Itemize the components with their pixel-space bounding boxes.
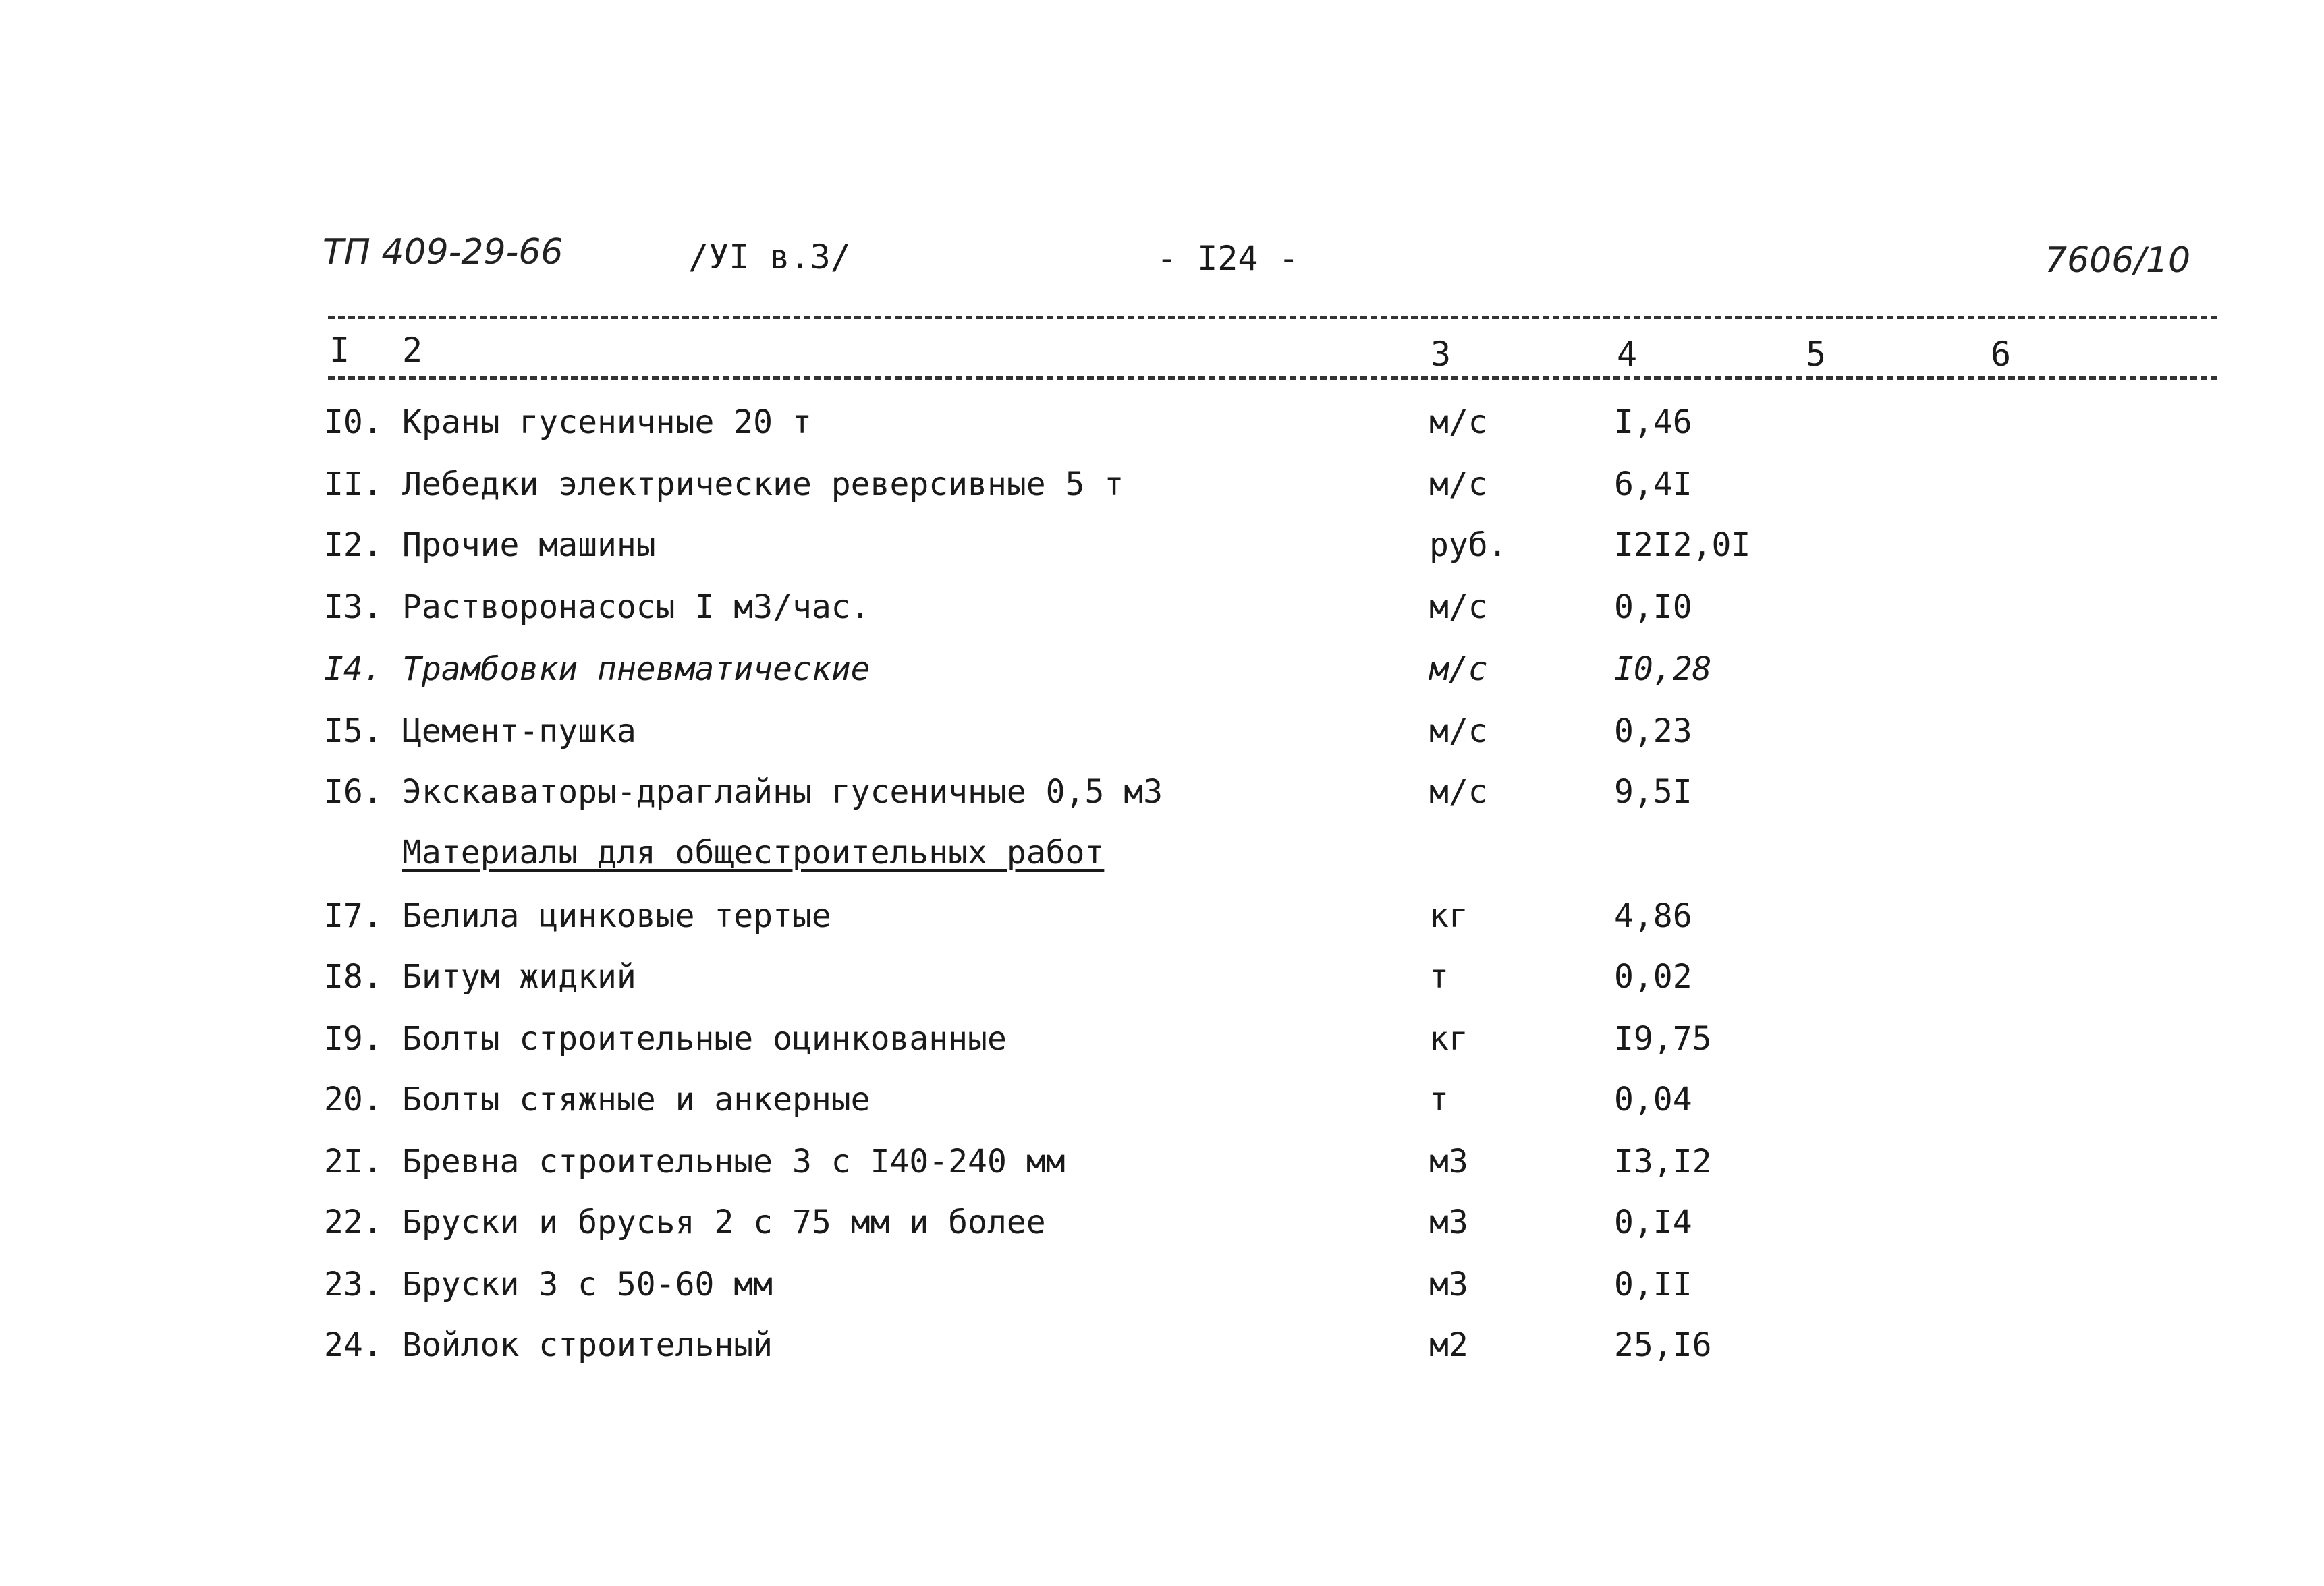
row-number: I7. xyxy=(324,897,383,935)
sheet-code: 7606/10 xyxy=(2045,240,2191,281)
table-row xyxy=(0,1203,2324,1267)
doc-code: ТП 409-29-66 xyxy=(323,232,563,273)
table-row xyxy=(0,1020,2324,1083)
table-top-rule xyxy=(328,316,2217,319)
row-number: I9. xyxy=(324,1020,383,1058)
row-value: 25,I6 xyxy=(1614,1326,1712,1364)
row-value: 0,II xyxy=(1614,1266,1692,1303)
row-value: I2I2,0I xyxy=(1614,526,1751,564)
row-unit: м/с xyxy=(1429,650,1488,688)
row-value: 4,86 xyxy=(1614,897,1692,935)
table-row xyxy=(0,588,2324,652)
row-unit: кг xyxy=(1429,1020,1468,1058)
table-row xyxy=(0,526,2324,590)
row-unit: м/с xyxy=(1429,403,1488,441)
row-unit: т xyxy=(1429,958,1449,996)
row-unit: т xyxy=(1429,1081,1449,1118)
row-number: I8. xyxy=(324,958,383,996)
row-unit: м/с xyxy=(1429,465,1488,503)
row-name: Бревна строительные 3 с I40-240 мм xyxy=(402,1143,1066,1181)
column-header-3: 3 xyxy=(1431,335,1451,374)
row-name: Лебедки электрические реверсивные 5 т xyxy=(402,465,1124,503)
row-unit: м3 xyxy=(1429,1203,1468,1241)
row-number: I0. xyxy=(324,403,383,441)
row-name: Болты строительные оцинкованные xyxy=(402,1020,1007,1058)
section-title: Материалы для общестроительных работ xyxy=(402,834,1105,872)
row-value: 9,5I xyxy=(1614,773,1692,811)
row-name: Бруски и брусья 2 с 75 мм и более xyxy=(402,1203,1046,1241)
row-number: I4. xyxy=(324,650,383,688)
table-row xyxy=(0,897,2324,961)
row-number: 2I. xyxy=(324,1143,383,1181)
table-row xyxy=(0,403,2324,467)
row-name: Прочие машины xyxy=(402,526,656,564)
row-name: Растворонасосы I м3/час. xyxy=(402,588,870,626)
row-value: I3,I2 xyxy=(1614,1143,1712,1181)
table-header-rule xyxy=(328,376,2217,380)
column-header-6: 6 xyxy=(1991,335,2012,374)
row-unit: м/с xyxy=(1429,712,1488,750)
row-value: I0,28 xyxy=(1614,650,1712,688)
table-row xyxy=(0,1268,2324,1329)
row-value: 0,23 xyxy=(1614,712,1692,750)
row-unit: м/с xyxy=(1429,773,1488,811)
row-name: Битум жидкий xyxy=(402,958,636,996)
page-number: - I24 - xyxy=(1157,239,1299,278)
table-row xyxy=(0,1326,2324,1390)
row-name: Белила цинковые тертые xyxy=(402,897,831,935)
row-value: 0,I4 xyxy=(1614,1203,1692,1241)
row-value: 0,02 xyxy=(1614,958,1692,996)
column-header-1: I xyxy=(329,331,350,370)
row-value: 6,4I xyxy=(1614,465,1692,503)
row-unit: м2 xyxy=(1429,1326,1468,1364)
row-name: Войлок строительный xyxy=(402,1326,773,1364)
row-number: I2. xyxy=(324,526,383,564)
row-name: Экскаваторы-драглайны гусеничные 0,5 м3 xyxy=(402,773,1163,811)
row-value: I,46 xyxy=(1614,403,1692,441)
table-row xyxy=(0,1083,2324,1144)
table-row xyxy=(0,958,2324,1021)
row-name: Цемент-пушка xyxy=(402,712,636,750)
volume-label: /УI в.3/ xyxy=(688,237,851,277)
column-header-2: 2 xyxy=(402,331,423,370)
row-number: 20. xyxy=(324,1081,383,1118)
column-header-4: 4 xyxy=(1617,335,1638,374)
row-name: Болты стяжные и анкерные xyxy=(402,1081,870,1118)
row-number: 22. xyxy=(324,1203,383,1241)
table-row xyxy=(0,1145,2324,1206)
row-unit: м3 xyxy=(1429,1266,1468,1303)
column-header-5: 5 xyxy=(1806,335,1827,374)
row-number: I6. xyxy=(324,773,383,811)
row-name: Краны гусеничные 20 т xyxy=(402,403,812,441)
table-row xyxy=(0,773,2324,837)
row-unit: м3 xyxy=(1429,1143,1468,1181)
row-name: Бруски 3 с 50-60 мм xyxy=(402,1266,773,1303)
row-number: I5. xyxy=(324,712,383,750)
row-value: 0,I0 xyxy=(1614,588,1692,626)
row-number: 24. xyxy=(324,1326,383,1364)
row-number: 23. xyxy=(324,1266,383,1303)
row-unit: м/с xyxy=(1429,588,1488,626)
row-value: I9,75 xyxy=(1614,1020,1712,1058)
row-number: II. xyxy=(324,465,383,503)
row-name: Трамбовки пневматические xyxy=(402,650,870,688)
row-unit: кг xyxy=(1429,897,1468,935)
row-value: 0,04 xyxy=(1614,1081,1692,1118)
row-number: I3. xyxy=(324,588,383,626)
table-row xyxy=(0,712,2324,776)
table-row xyxy=(0,465,2324,529)
table-row xyxy=(0,650,2324,714)
row-unit: руб. xyxy=(1429,526,1507,564)
